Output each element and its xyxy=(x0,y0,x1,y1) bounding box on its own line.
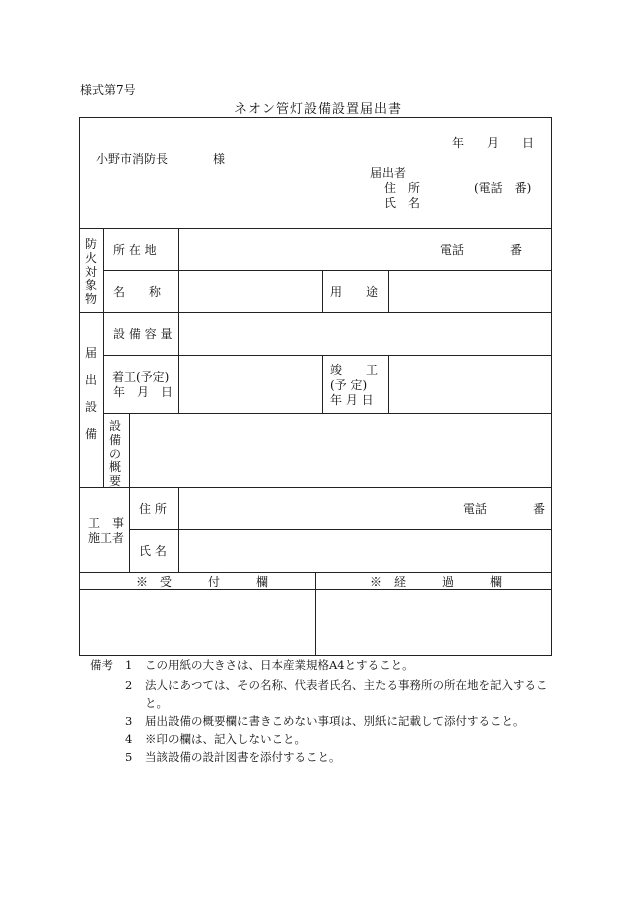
vline-completion-1 xyxy=(322,355,323,413)
applicant-name-label: 氏 名 xyxy=(384,196,421,210)
completion-planned-label: (予 定) xyxy=(330,378,368,392)
vline-name-use-1 xyxy=(322,270,323,312)
progress-label: ※ 経 過 欄 xyxy=(370,575,503,589)
note-text: 法人にあつては、その名称、代表者氏名、主たる事務所の所在地を記入するこ xyxy=(145,678,548,692)
vline-name-use-2 xyxy=(388,270,389,312)
note-number: 5 xyxy=(125,750,133,764)
vline-label-equip xyxy=(178,312,179,413)
completion-date-label: 年 月 日 xyxy=(330,393,374,407)
object-name-label: 名 称 xyxy=(113,285,162,299)
divider-equip-1 xyxy=(103,355,552,356)
fire-target-group-label: 防火対象物 xyxy=(84,237,97,307)
divider-fire-target-mid xyxy=(103,270,552,271)
divider-fire-target-end xyxy=(79,312,552,313)
addressee: 小野市消防長 xyxy=(96,152,169,166)
location-phone-suffix: 番 xyxy=(510,243,523,257)
note-text: 届出設備の概要欄に書きこめない事項は、別紙に記載して添付すること。 xyxy=(145,714,525,728)
date-day-label: 日 xyxy=(522,136,535,150)
vline-overview xyxy=(129,413,130,487)
note-text-continuation: と。 xyxy=(145,696,168,710)
divider-equip-end xyxy=(79,487,552,488)
equipment-group-label: 届出設備 xyxy=(84,346,97,441)
start-date-label: 年 月 日 xyxy=(113,385,174,399)
note-number: 1 xyxy=(125,658,133,672)
divider-header xyxy=(79,228,552,229)
notes-label: 備考 xyxy=(90,658,113,672)
note-text: この用紙の大きさは、日本産業規格A4とすること。 xyxy=(145,658,414,672)
contractor-address-label: 住 所 xyxy=(139,502,167,516)
vline-label-contractor xyxy=(178,487,179,572)
vline-group-contractor xyxy=(129,487,130,572)
reception-label: ※ 受 付 欄 xyxy=(136,575,269,589)
divider-contractor-mid xyxy=(129,529,552,530)
capacity-label: 設 備 容 量 xyxy=(113,327,173,341)
vline-office xyxy=(315,572,316,656)
contractor-group-label-line1: 工 事 xyxy=(88,516,125,530)
applicant-address-label: 住 所 xyxy=(384,181,421,195)
form-number: 様式第7号 xyxy=(80,83,136,97)
contractor-name-label: 氏 名 xyxy=(139,544,167,558)
divider-equip-2 xyxy=(103,413,552,414)
contractor-phone-suffix: 番 xyxy=(533,502,546,516)
completion-label: 竣 工 xyxy=(330,363,379,377)
overview-label: 設備の概要 xyxy=(108,419,121,489)
note-text: 当該設備の設計図書を添付すること。 xyxy=(145,750,341,764)
start-label: 着工(予定) xyxy=(112,370,170,384)
date-month-label: 月 xyxy=(487,136,500,150)
vline-group-fire xyxy=(103,228,104,312)
contractor-group-label-line2: 施工者 xyxy=(88,531,125,545)
date-year-label: 年 xyxy=(452,136,465,150)
contractor-phone-label: 電話 xyxy=(463,502,488,516)
location-label: 所 在 地 xyxy=(113,243,157,257)
applicant-phone-label: (電話 番) xyxy=(474,181,532,195)
use-label: 用 途 xyxy=(330,285,379,299)
note-text: ※印の欄は、記入しないこと。 xyxy=(145,732,306,746)
page-title: ネオン管灯設備設置届出書 xyxy=(234,102,403,117)
addressee-honorific: 様 xyxy=(213,152,226,166)
note-number: 2 xyxy=(125,678,133,692)
vline-completion-2 xyxy=(388,355,389,413)
vline-group-equip xyxy=(103,312,104,487)
applicant-label: 届出者 xyxy=(370,166,407,180)
note-number: 4 xyxy=(125,732,133,746)
note-number: 3 xyxy=(125,714,133,728)
location-phone-label: 電話 xyxy=(440,243,465,257)
vline-label-fire xyxy=(178,228,179,312)
